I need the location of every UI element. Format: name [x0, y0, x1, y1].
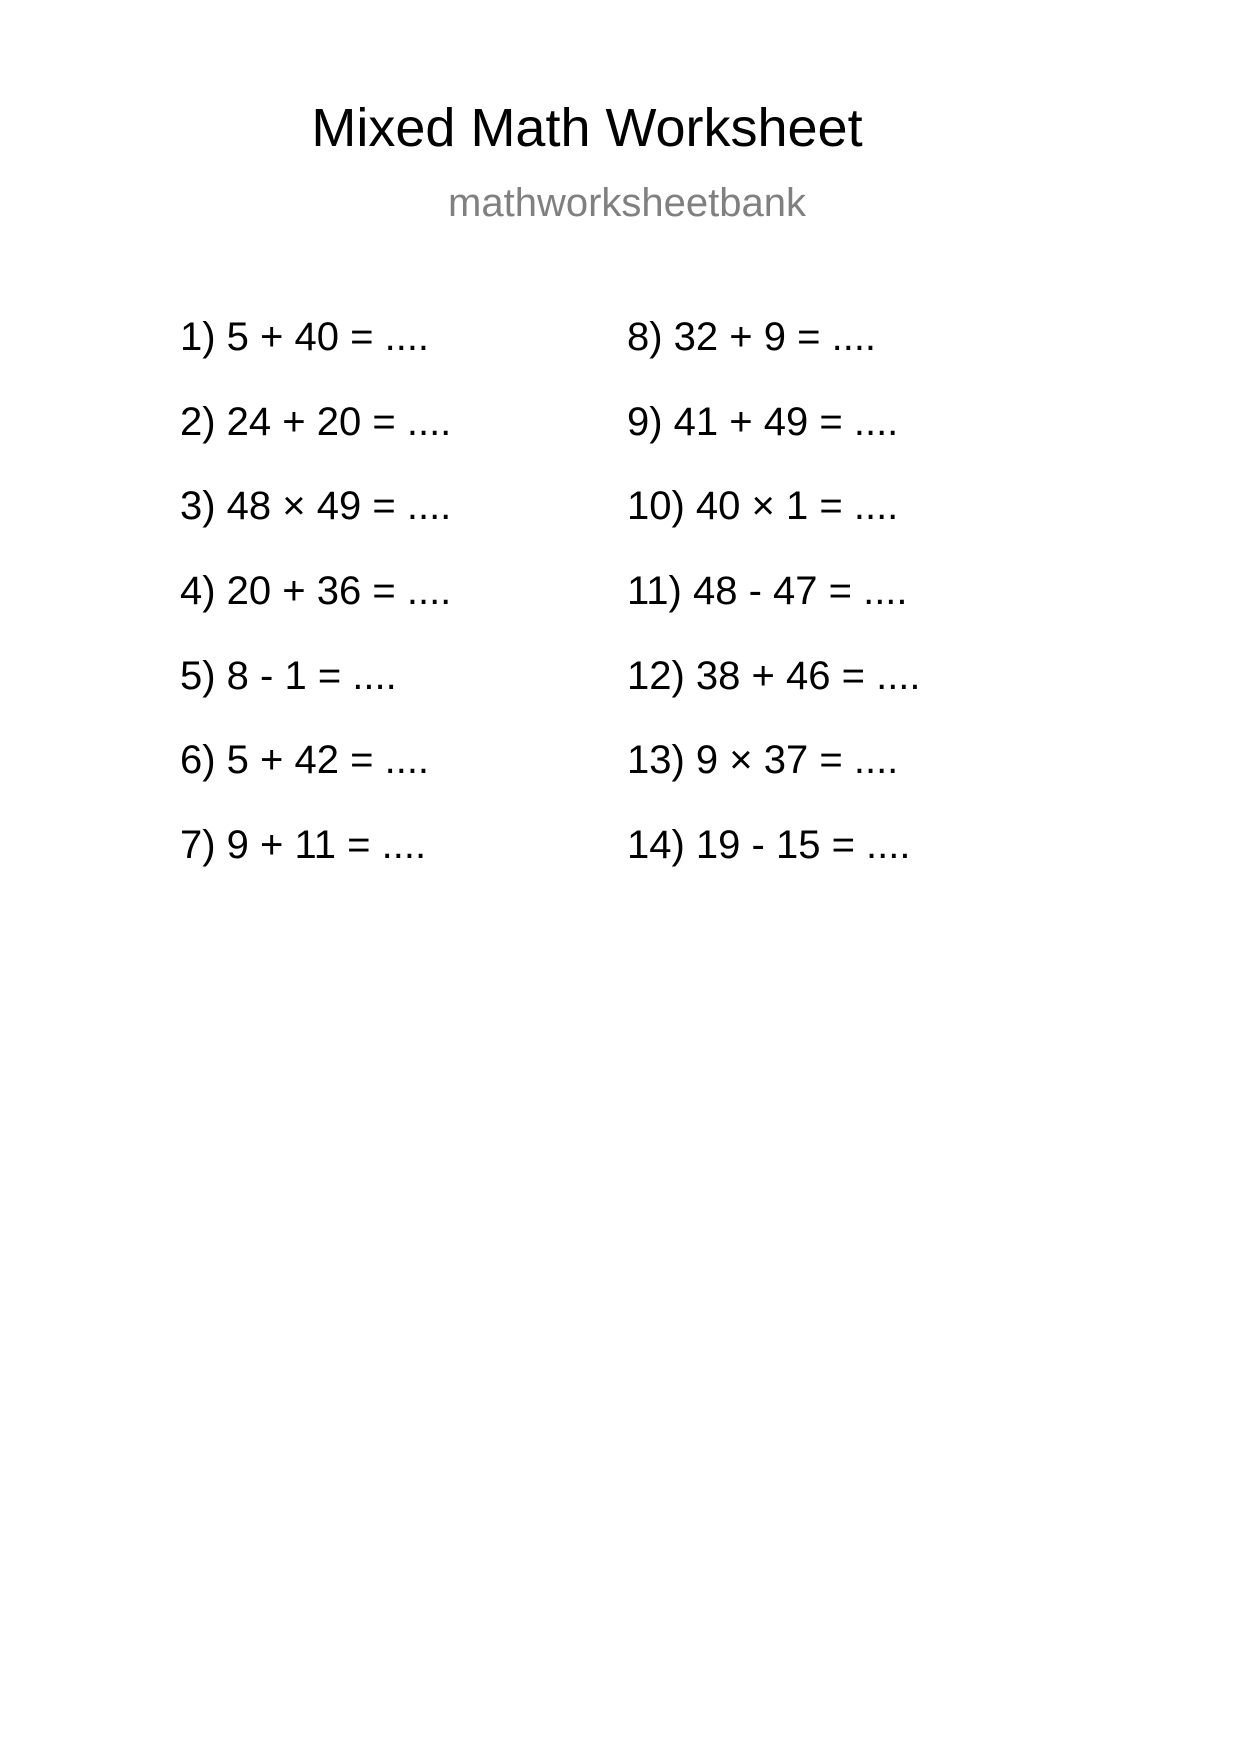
- problem-14: 14) 19 - 15 = ....: [627, 823, 911, 868]
- problem-7: 7) 9 + 11 = ....: [180, 823, 427, 868]
- problem-4: 4) 20 + 36 = ....: [180, 569, 452, 614]
- worksheet-title: Mixed Math Worksheet: [311, 98, 863, 158]
- problem-5: 5) 8 - 1 = ....: [180, 653, 397, 698]
- problem-10: 10) 40 × 1 = ....: [627, 484, 899, 529]
- problems-column-left: [180, 312, 451, 905]
- problem-3: 3) 48 × 49 = ....: [180, 484, 452, 529]
- problem-9: 9) 41 + 49 = ....: [627, 399, 899, 444]
- problem-11: 11) 48 - 47 = ....: [627, 569, 908, 614]
- problem-8: 8) 32 + 9 = ....: [627, 315, 877, 359]
- problem-6: 6) 5 + 42 = ....: [180, 738, 430, 783]
- worksheet-source: mathworksheetbank: [448, 181, 806, 225]
- problem-13: 13) 9 × 37 = ....: [627, 738, 899, 783]
- problems-column-right: [627, 312, 921, 905]
- problem-2: 2) 24 + 20 = ....: [180, 399, 452, 444]
- problem-1: 1) 5 + 40 = ....: [180, 315, 430, 359]
- problem-12: 12) 38 + 46 = ....: [627, 653, 921, 698]
